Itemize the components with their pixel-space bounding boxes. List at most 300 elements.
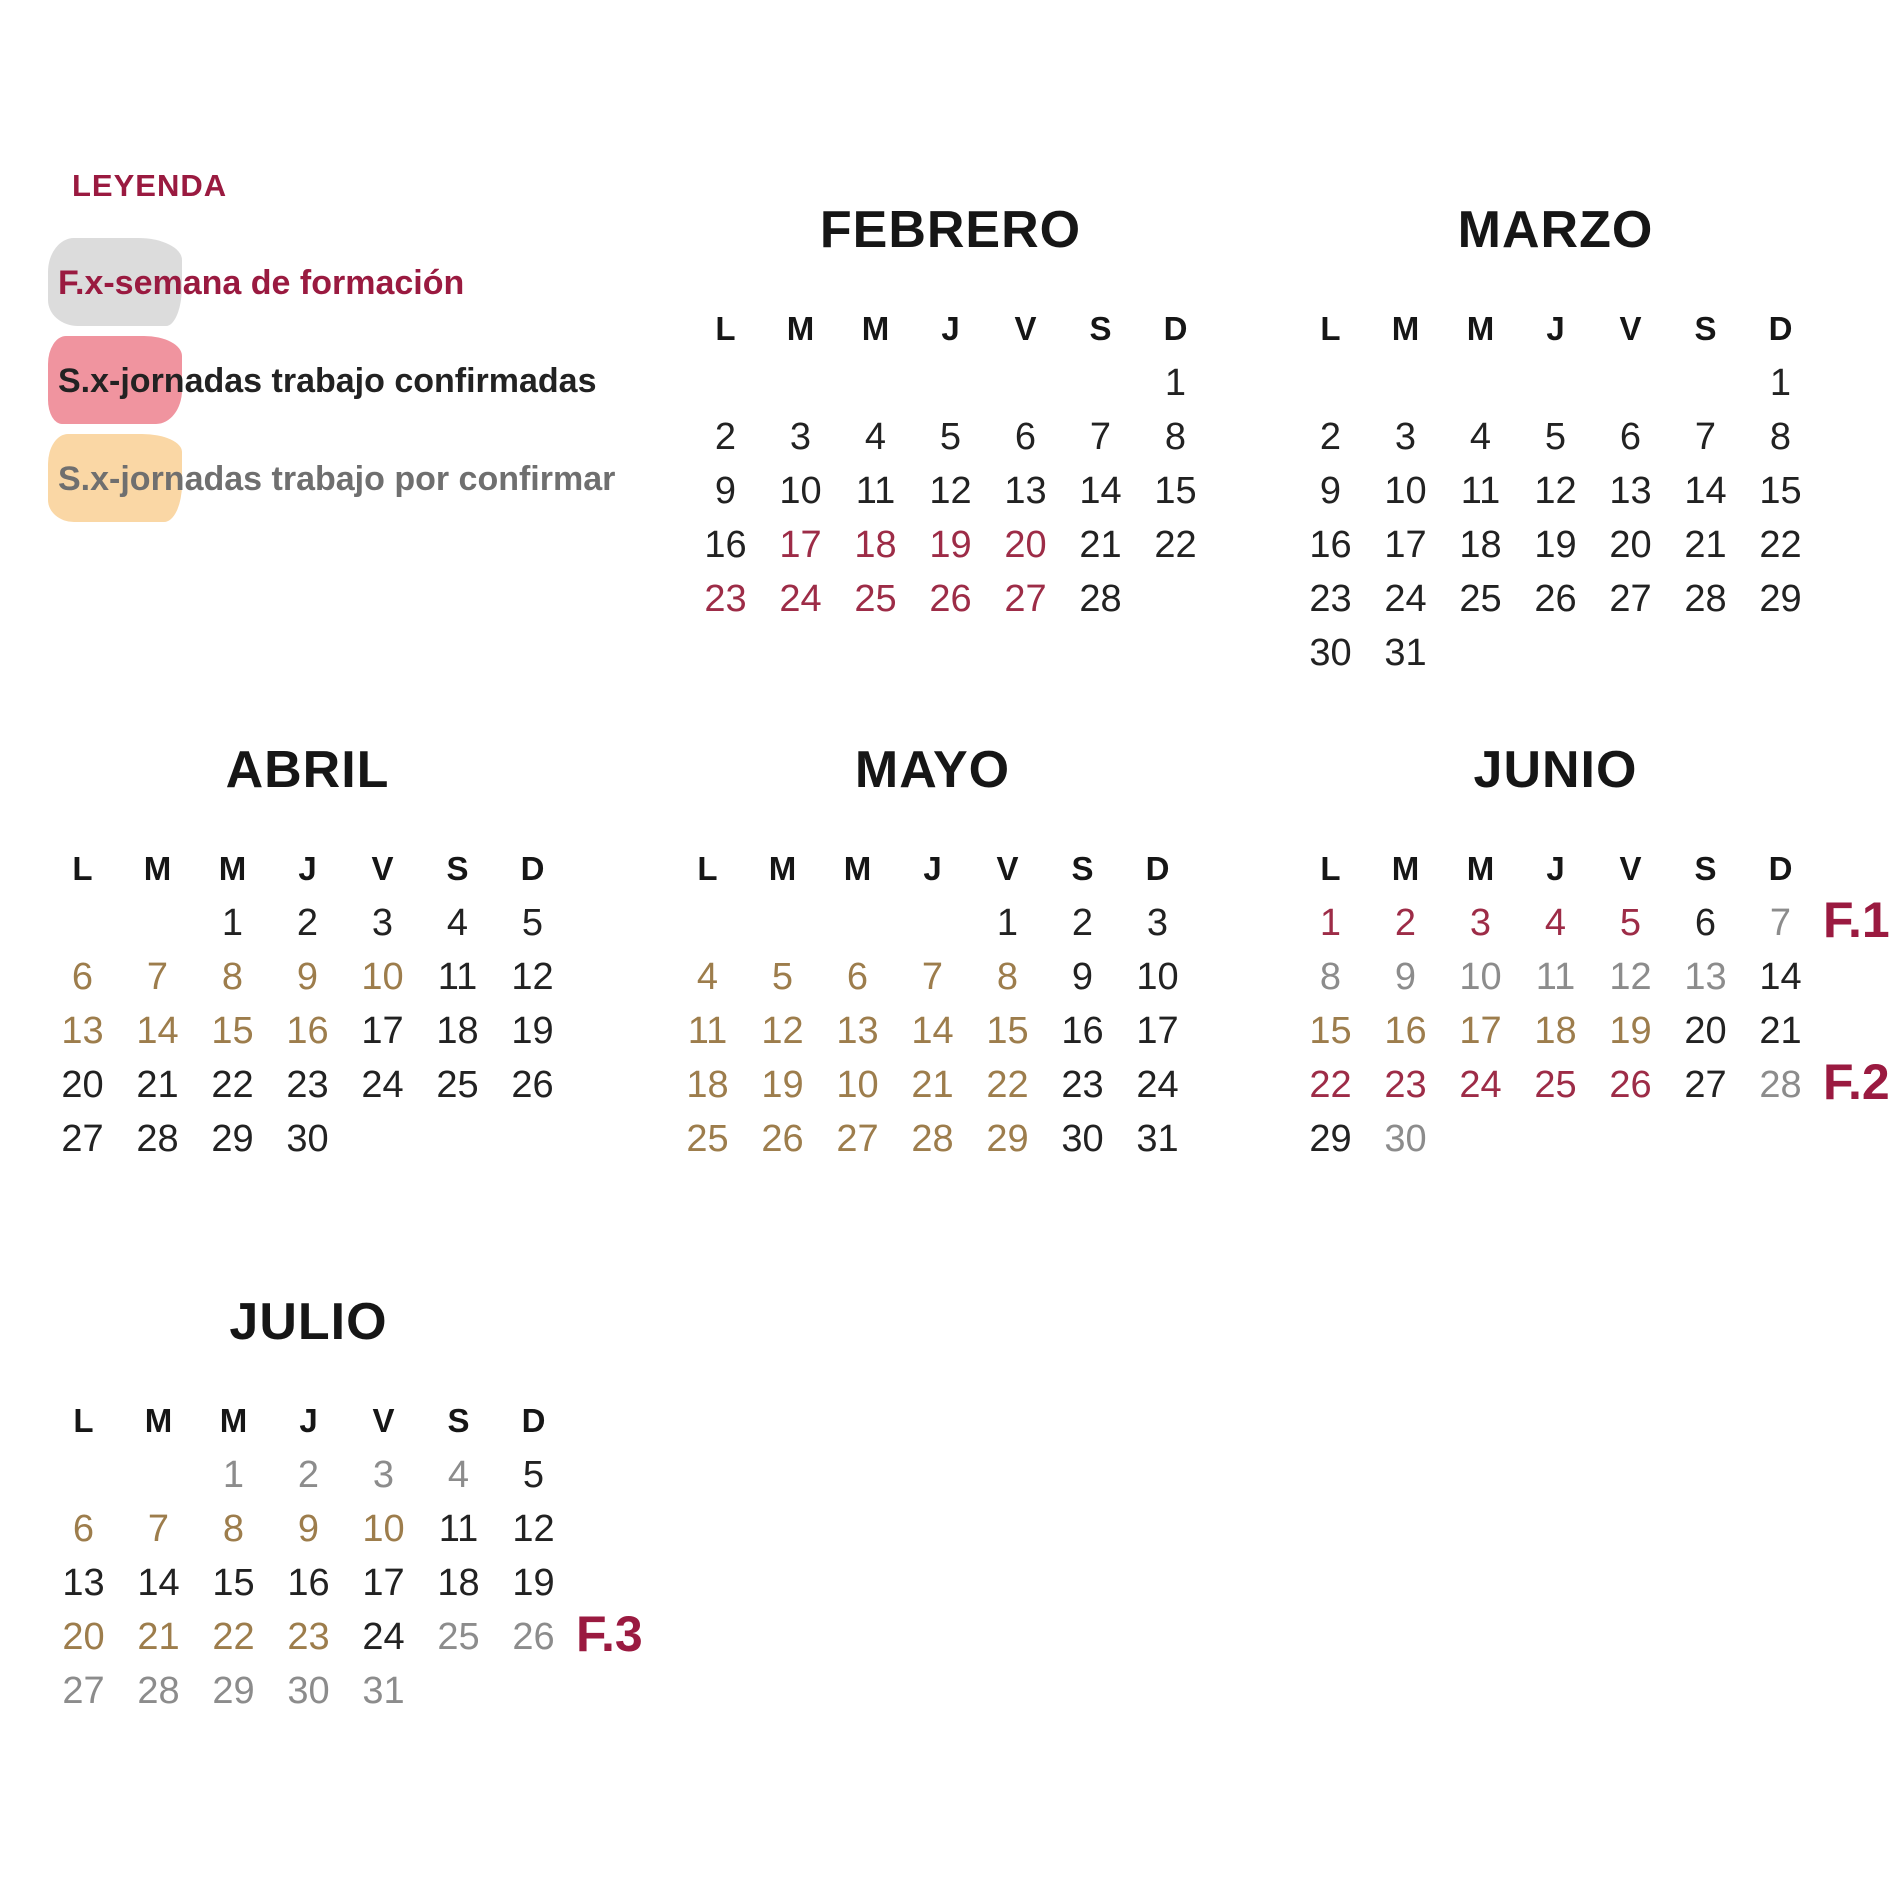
calendar-day: 11 (1518, 950, 1593, 1004)
weekday-header: D (1768, 850, 1793, 887)
calendar-day: 10 (779, 469, 822, 512)
calendar-day: 28 (1079, 577, 1122, 620)
calendar-day: 11 (437, 955, 478, 998)
calendar-day: 26 (913, 572, 988, 626)
week-row (670, 1112, 1195, 1166)
calendar-day: 24 (1136, 1063, 1179, 1106)
month-febrero (688, 200, 1213, 626)
weekday-header: L (1320, 310, 1341, 347)
calendar-day: 28 (121, 1664, 196, 1718)
calendar-day: 21 (1684, 523, 1727, 566)
calendar-day: 25 (1459, 577, 1502, 620)
calendar-day: 25 (1518, 1058, 1593, 1112)
calendar-day: 29 (1759, 577, 1802, 620)
weekday-header-row (1293, 842, 1818, 896)
calendar-day: 25 (670, 1112, 745, 1166)
month-title: MARZO (1457, 201, 1654, 259)
calendar-day: 19 (1593, 1004, 1668, 1058)
calendar-day: 26 (745, 1112, 820, 1166)
calendar-day: 22 (1154, 523, 1197, 566)
calendar-day: 5 (745, 950, 820, 1004)
weekday-header: L (1320, 850, 1341, 887)
calendar-day: 23 (1368, 1058, 1443, 1112)
calendar-day: 22 (1759, 523, 1802, 566)
weekday-header: D (520, 850, 545, 887)
calendar-day: 18 (437, 1561, 480, 1604)
calendar-day: 4 (864, 415, 887, 458)
calendar-day: 3 (1146, 901, 1169, 944)
calendar-day: 27 (988, 572, 1063, 626)
calendar-day: 24 (1443, 1058, 1518, 1112)
weekday-header-row (688, 302, 1213, 356)
calendar-day: 18 (436, 1009, 479, 1052)
calendar-day: 17 (1136, 1009, 1179, 1052)
calendar-day: 5 (522, 1453, 545, 1496)
calendar-day (1443, 356, 1518, 410)
calendar-day: 16 (704, 523, 747, 566)
weekday-header: V (371, 850, 394, 887)
calendar-day: 10 (1443, 950, 1518, 1004)
calendar-day: 22 (970, 1058, 1045, 1112)
calendar-day: 12 (512, 1507, 555, 1550)
calendar-day: 27 (820, 1112, 895, 1166)
calendar-day: 11 (670, 1004, 745, 1058)
week-row (1293, 950, 1818, 1004)
weekday-header: D (521, 1402, 546, 1439)
week-row (688, 518, 1213, 572)
calendar-day: 17 (763, 518, 838, 572)
calendar-day: 8 (1769, 415, 1792, 458)
calendar-day: 16 (1061, 1009, 1104, 1052)
week-row (1293, 356, 1818, 410)
week-row (45, 1058, 570, 1112)
week-row (46, 1502, 571, 1556)
calendar-day: 26 (496, 1610, 571, 1664)
calendar-day: 9 (1071, 955, 1094, 998)
calendar-day (1443, 1112, 1518, 1166)
calendar-day: 30 (286, 1117, 329, 1160)
calendar-day: 6 (46, 1502, 121, 1556)
calendar-day: 21 (895, 1058, 970, 1112)
calendar-day: 13 (820, 1004, 895, 1058)
month-title: JULIO (229, 1293, 388, 1351)
calendar-day: 2 (296, 901, 319, 944)
calendar-day: 24 (362, 1615, 405, 1658)
calendar-day (1668, 626, 1743, 680)
calendar-day: 14 (120, 1004, 195, 1058)
calendar-day: 17 (361, 1009, 404, 1052)
calendar-day: 8 (1293, 950, 1368, 1004)
calendar-day: 28 (895, 1112, 970, 1166)
weekday-header: D (1163, 310, 1188, 347)
calendar-day: 3 (1443, 896, 1518, 950)
weekday-header: S (1071, 850, 1094, 887)
calendar-day: 2 (1368, 896, 1443, 950)
weekday-header: V (1619, 850, 1642, 887)
calendar-day: 20 (988, 518, 1063, 572)
calendar-day (1293, 356, 1368, 410)
calendar-day: 8 (196, 1502, 271, 1556)
weekday-header: J (941, 310, 960, 347)
calendar-day: 7 (120, 950, 195, 1004)
legend-item-label: F.x-semana de formación (58, 264, 465, 302)
week-row (1293, 572, 1818, 626)
month-marzo (1293, 200, 1818, 680)
calendar-day: 15 (1759, 469, 1802, 512)
calendar-day: 14 (1759, 955, 1802, 998)
weekday-header: M (218, 850, 247, 887)
month-title: MAYO (854, 741, 1011, 799)
calendar-day: 12 (1534, 469, 1577, 512)
calendar-day: 28 (1684, 577, 1727, 620)
calendar-day: 11 (855, 469, 896, 512)
calendar-day: 15 (1293, 1004, 1368, 1058)
weekday-header: L (72, 850, 93, 887)
calendar-day (345, 1112, 420, 1166)
calendar-day: 16 (270, 1004, 345, 1058)
calendar-day: 1 (1164, 361, 1187, 404)
calendar-day: 11 (438, 1507, 479, 1550)
legend-item-label: S.x-jornadas trabajo confirmadas (58, 362, 597, 400)
calendar-day: 28 (136, 1117, 179, 1160)
calendar-day: 6 (1694, 901, 1717, 944)
calendar-day (988, 356, 1063, 410)
weekday-header: D (1145, 850, 1170, 887)
calendar-day (1593, 626, 1668, 680)
week-row (1293, 410, 1818, 464)
weekday-header: M (144, 1402, 173, 1439)
calendar-day: 15 (212, 1561, 255, 1604)
week-row (46, 1556, 571, 1610)
calendar-day: 23 (1309, 577, 1352, 620)
calendar-day: 9 (1319, 469, 1342, 512)
weekday-header: J (298, 850, 317, 887)
calendar-day: 5 (1544, 415, 1567, 458)
calendar-day: 5 (1593, 896, 1668, 950)
calendar-day: 28 (1743, 1058, 1818, 1112)
calendar-day: 6 (1619, 415, 1642, 458)
calendar-day (1443, 626, 1518, 680)
calendar-day (1063, 356, 1138, 410)
weekday-header: S (1694, 850, 1717, 887)
weekday-header: V (372, 1402, 395, 1439)
calendar-day: 30 (1309, 631, 1352, 674)
calendar-day: 10 (1384, 469, 1427, 512)
calendar-day: 6 (1014, 415, 1037, 458)
calendar-day: 13 (1609, 469, 1652, 512)
calendar-day: 7 (895, 950, 970, 1004)
calendar-day: 26 (1534, 577, 1577, 620)
weekday-header-row (45, 842, 570, 896)
weekday-header-row (46, 1394, 571, 1448)
calendar-day: 4 (670, 950, 745, 1004)
weekday-header: M (219, 1402, 248, 1439)
weekday-header: M (1466, 310, 1495, 347)
calendar-day: 18 (1518, 1004, 1593, 1058)
calendar-day: 29 (211, 1117, 254, 1160)
month-title: JUNIO (1473, 741, 1638, 799)
calendar-day: 12 (929, 469, 972, 512)
calendar-day: 24 (361, 1063, 404, 1106)
weekday-header: V (1014, 310, 1037, 347)
calendar-day: 20 (46, 1610, 121, 1664)
calendar-day: 8 (195, 950, 270, 1004)
calendar-day (688, 356, 763, 410)
calendar-day: 3 (1394, 415, 1417, 458)
week-row (688, 464, 1213, 518)
calendar-day (1368, 356, 1443, 410)
calendar-day: 14 (137, 1561, 180, 1604)
weekday-header: L (697, 850, 718, 887)
weekday-header: J (299, 1402, 318, 1439)
calendar-day: 25 (421, 1610, 496, 1664)
calendar-day: 17 (362, 1561, 405, 1604)
calendar-day: 31 (1384, 631, 1427, 674)
month-title: ABRIL (225, 741, 390, 799)
calendar-day: 15 (195, 1004, 270, 1058)
month-julio (46, 1292, 643, 1718)
month-abril (45, 740, 570, 1166)
calendar-day: 27 (46, 1664, 121, 1718)
calendar-day (45, 896, 120, 950)
weekday-header: S (1089, 310, 1112, 347)
calendar-day: 29 (1293, 1112, 1368, 1166)
calendar-day: 23 (1061, 1063, 1104, 1106)
week-row (45, 896, 570, 950)
week-row (45, 1004, 570, 1058)
week-row (45, 950, 570, 1004)
calendar-day: 21 (121, 1610, 196, 1664)
calendar-day: 13 (1668, 950, 1743, 1004)
calendar-day: 3 (371, 901, 394, 944)
calendar-day (763, 356, 838, 410)
calendar-day (46, 1448, 121, 1502)
calendar-day: 4 (421, 1448, 496, 1502)
calendar-day: 1 (1293, 896, 1368, 950)
calendar-day: 10 (1136, 955, 1179, 998)
calendar-day: 20 (1609, 523, 1652, 566)
calendar-day: 23 (271, 1610, 346, 1664)
calendar-day: 19 (511, 1009, 554, 1052)
calendar-day: 4 (446, 901, 469, 944)
calendar-day: 9 (1368, 950, 1443, 1004)
calendar-day (838, 356, 913, 410)
week-row (1293, 1054, 1890, 1112)
week-row (1293, 892, 1890, 950)
calendar-day: 10 (820, 1058, 895, 1112)
weekday-header: V (1619, 310, 1642, 347)
calendar-day: 25 (436, 1063, 479, 1106)
weekday-header: L (73, 1402, 94, 1439)
calendar-day: 17 (1384, 523, 1427, 566)
calendar-day: 19 (745, 1058, 820, 1112)
calendar-day: 20 (1684, 1009, 1727, 1052)
calendar-day: 25 (838, 572, 913, 626)
calendar-day: 1 (221, 901, 244, 944)
calendar-day: 7 (121, 1502, 196, 1556)
week-row (670, 950, 1195, 1004)
calendar-day: 2 (1071, 901, 1094, 944)
week-row (1293, 464, 1818, 518)
calendar-day: 5 (939, 415, 962, 458)
calendar-day: 12 (745, 1004, 820, 1058)
calendar-day (1518, 1112, 1593, 1166)
weekday-header: S (1694, 310, 1717, 347)
week-row (1293, 626, 1818, 680)
weekday-header: M (843, 850, 872, 887)
calendar-day (670, 896, 745, 950)
calendar-day: 5 (521, 901, 544, 944)
calendar-day: 27 (1684, 1063, 1727, 1106)
calendar-day: 12 (1593, 950, 1668, 1004)
calendar-day: 22 (211, 1063, 254, 1106)
calendar-day: 26 (511, 1063, 554, 1106)
calendar-day: 23 (286, 1063, 329, 1106)
calendar-day (421, 1664, 496, 1718)
calendar-day: 6 (45, 950, 120, 1004)
training-week-label: F.3 (576, 1606, 643, 1662)
calendar-day: 11 (1460, 469, 1501, 512)
calendar-day: 30 (1061, 1117, 1104, 1160)
calendar-day: 16 (1309, 523, 1352, 566)
calendar-day: 2 (271, 1448, 346, 1502)
calendar-day: 4 (1469, 415, 1492, 458)
calendar-day (1593, 356, 1668, 410)
calendar-day: 18 (838, 518, 913, 572)
calendar-day: 22 (1293, 1058, 1368, 1112)
calendar-day (820, 896, 895, 950)
calendar-day: 7 (1743, 896, 1818, 950)
weekday-header-row (670, 842, 1195, 896)
calendar-day: 8 (1164, 415, 1187, 458)
calendar-day: 4 (1518, 896, 1593, 950)
weekday-header: M (786, 310, 815, 347)
calendar-day: 10 (346, 1502, 421, 1556)
week-row (46, 1606, 643, 1664)
calendar-day: 21 (1759, 1009, 1802, 1052)
legend-item-label: S.x-jornadas trabajo por confirmar (58, 460, 616, 498)
week-row (46, 1664, 571, 1718)
weekday-header: J (1546, 310, 1565, 347)
calendar-day: 2 (714, 415, 737, 458)
weekday-header: S (446, 850, 469, 887)
calendar-day: 30 (271, 1664, 346, 1718)
calendar-day (1743, 626, 1818, 680)
month-junio (1293, 740, 1890, 1166)
calendar-day (1593, 1112, 1668, 1166)
calendar-day: 21 (136, 1063, 179, 1106)
calendar-day: 29 (196, 1664, 271, 1718)
calendar-day: 13 (1004, 469, 1047, 512)
calendar-day: 24 (763, 572, 838, 626)
week-row (670, 1004, 1195, 1058)
weekday-header: M (861, 310, 890, 347)
calendar-day: 30 (1368, 1112, 1443, 1166)
legend-items (58, 260, 658, 502)
calendar-day: 29 (970, 1112, 1045, 1166)
calendar-day: 19 (512, 1561, 555, 1604)
calendar-day (495, 1112, 570, 1166)
calendar-day (1668, 356, 1743, 410)
calendar-day: 6 (820, 950, 895, 1004)
calendar-day: 3 (789, 415, 812, 458)
calendar-day: 13 (45, 1004, 120, 1058)
calendar-day: 26 (1593, 1058, 1668, 1112)
calendar-day: 2 (1319, 415, 1342, 458)
training-week-label: F.2 (1823, 1054, 1890, 1110)
calendar-day: 21 (1079, 523, 1122, 566)
calendar-day: 27 (1609, 577, 1652, 620)
calendar-day: 17 (1443, 1004, 1518, 1058)
calendar-day: 18 (670, 1058, 745, 1112)
week-row (688, 572, 1213, 626)
calendar-day (1743, 1112, 1818, 1166)
month-mayo (670, 740, 1195, 1166)
weekday-header: L (715, 310, 736, 347)
calendar-day: 15 (970, 1004, 1045, 1058)
calendar-day (1518, 356, 1593, 410)
calendar-day: 1 (196, 1448, 271, 1502)
weekday-header: V (996, 850, 1019, 887)
week-row (1293, 1112, 1818, 1166)
calendar-day (913, 356, 988, 410)
week-row (1293, 1004, 1818, 1058)
week-row (670, 1058, 1195, 1112)
calendar-day: 14 (1684, 469, 1727, 512)
calendar-day: 23 (688, 572, 763, 626)
calendar-day: 8 (970, 950, 1045, 1004)
calendar-day (1518, 626, 1593, 680)
calendar-day: 9 (270, 950, 345, 1004)
calendar-day: 16 (1368, 1004, 1443, 1058)
calendar-day (1668, 1112, 1743, 1166)
calendar-day: 13 (62, 1561, 105, 1604)
weekday-header-row (1293, 302, 1818, 356)
legend-title: LEYENDA (72, 168, 228, 203)
calendar-day (895, 896, 970, 950)
calendar-day: 15 (1154, 469, 1197, 512)
calendar-day: 1 (1769, 361, 1792, 404)
weekday-header: M (1466, 850, 1495, 887)
calendar-day: 12 (511, 955, 554, 998)
calendar-day: 14 (1079, 469, 1122, 512)
calendar-day: 3 (346, 1448, 421, 1502)
training-week-label: F.1 (1823, 892, 1890, 948)
calendar-day (420, 1112, 495, 1166)
weekday-header: D (1768, 310, 1793, 347)
weekday-header: S (447, 1402, 470, 1439)
weekday-header: M (1391, 310, 1420, 347)
calendar-day: 7 (1694, 415, 1717, 458)
week-row (670, 896, 1195, 950)
calendar-day (496, 1664, 571, 1718)
calendar-day: 7 (1089, 415, 1112, 458)
legend-item (58, 358, 658, 404)
calendar-day: 31 (1136, 1117, 1179, 1160)
calendar-day: 10 (345, 950, 420, 1004)
weekday-header: M (143, 850, 172, 887)
legend-item (58, 456, 658, 502)
calendar-day: 22 (196, 1610, 271, 1664)
calendar-day: 18 (1459, 523, 1502, 566)
calendar-day: 16 (287, 1561, 330, 1604)
calendar-day: 27 (61, 1117, 104, 1160)
legend (58, 168, 658, 554)
calendar-day: 20 (61, 1063, 104, 1106)
calendar-day: 14 (895, 1004, 970, 1058)
week-row (45, 1112, 570, 1166)
calendar-day (120, 896, 195, 950)
